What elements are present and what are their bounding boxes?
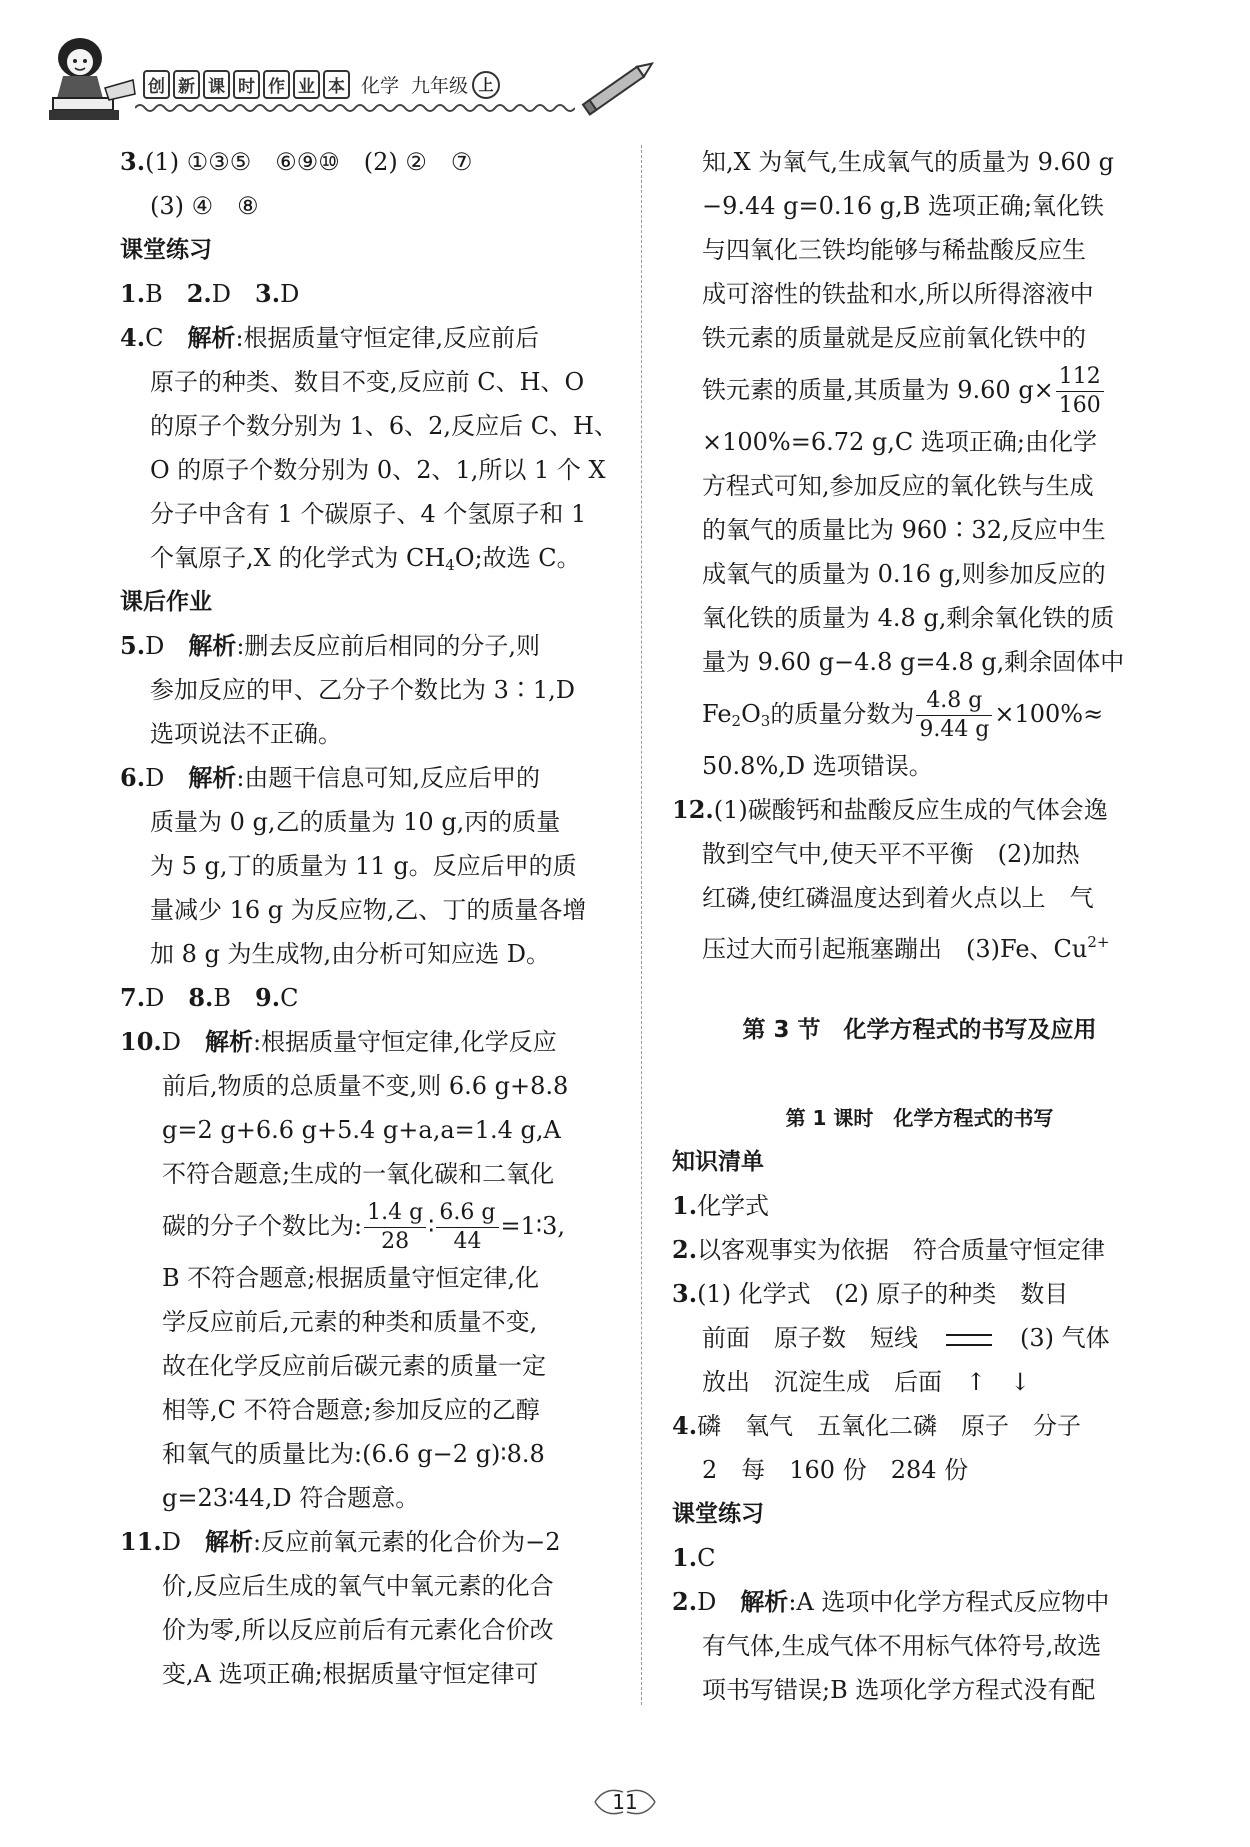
section-title (672, 1140, 1167, 1184)
text-run: C (697, 1544, 716, 1572)
text-line (120, 316, 620, 360)
fraction (436, 1199, 498, 1256)
question-number: 7. (120, 983, 146, 1012)
question-number: 6. (120, 763, 146, 792)
text-run: :由题干信息可知,反应后甲的 (236, 764, 541, 792)
question-number: 2. (672, 1587, 698, 1616)
text-line (672, 360, 1167, 420)
text-run: 项书写错误;B 选项化学方程式没有配 (702, 1676, 1096, 1704)
text-run: 故在化学反应前后碳元素的质量一定 (162, 1352, 546, 1380)
text-line (120, 1388, 620, 1432)
text-run: 第 1 课时 化学方程式的书写 (785, 1106, 1054, 1130)
question-number: 1. (120, 279, 146, 308)
text-run: B (213, 984, 256, 1012)
term-badge: 上 (472, 71, 500, 99)
text-run: 成氧气的质量为 0.16 g,则参加反应的 (702, 560, 1106, 588)
question-number: 3. (120, 147, 146, 176)
text-line (120, 1300, 620, 1344)
text-line (120, 1064, 620, 1108)
title-char: 业 (293, 70, 320, 99)
text-line (120, 1256, 620, 1300)
question-number: 12. (672, 795, 714, 824)
question-number: 8. (188, 983, 214, 1012)
text-run: D (145, 984, 189, 1012)
subject-label: 化学 (361, 75, 400, 97)
section-title (120, 228, 620, 272)
question-number: 9. (255, 983, 281, 1012)
fraction-denominator: 9.44 g (919, 717, 990, 742)
text-line (672, 420, 1167, 464)
text-run: :A 选项中化学方程式反应物中 (788, 1588, 1110, 1616)
text-line (672, 1272, 1167, 1316)
text-line (672, 272, 1167, 316)
text-run: D (145, 764, 189, 792)
question-number: 1. (672, 1543, 698, 1572)
pencil-icon (575, 46, 665, 126)
text-run: 为 5 g,丁的质量为 11 g。反应后甲的质 (150, 852, 577, 880)
text-line (672, 684, 1167, 744)
text-run: 个氧原子,X 的化学式为 CH (150, 544, 446, 572)
fraction-numerator: 6.6 g (436, 1199, 498, 1228)
text-run: Fe (702, 700, 732, 728)
text-run: 课堂练习 (672, 1501, 764, 1527)
text-run: −9.44 g=0.16 g,B 选项正确;氧化铁 (702, 192, 1105, 220)
text-line (120, 184, 620, 228)
text-run: 与四氧化三铁均能够与稀盐酸反应生 (702, 236, 1086, 264)
text-line (672, 640, 1167, 684)
lesson-heading (672, 1096, 1167, 1140)
text-run: 前面 原子数 短线 (702, 1324, 942, 1352)
text-run: 质量为 0 g,乙的质量为 10 g,丙的质量 (150, 808, 561, 836)
text-line (672, 964, 1167, 1008)
text-line (120, 1196, 620, 1256)
text-run: 和氧气的质量比为:(6.6 g−2 g)∶8.8 (162, 1440, 545, 1468)
text-run: 参加反应的甲、乙分子个数比为 3∶1,D (150, 676, 576, 704)
text-line (120, 976, 620, 1020)
text-run: C (145, 324, 188, 352)
text-run: O 的原子个数分别为 0、2、1,所以 1 个 X (150, 456, 606, 484)
text-run: D (161, 1028, 206, 1056)
title-char: 作 (263, 70, 290, 99)
text-run: 磷 氧气 五氧化二磷 原子 分子 (697, 1412, 1082, 1440)
text-run: g=23∶44,D 符合题意。 (162, 1484, 420, 1512)
text-run: C (280, 984, 299, 1012)
text-run: 放出 沉淀生成 后面 ↑ ↓ (702, 1368, 1031, 1396)
text-line (120, 360, 620, 404)
text-line (120, 1152, 620, 1196)
equals-sign-icon (946, 1334, 992, 1346)
text-line (672, 1580, 1167, 1624)
analysis-label: 解析 (740, 1588, 789, 1616)
text-run: 铁元素的质量就是反应前氧化铁中的 (702, 324, 1086, 352)
text-run: 散到空气中,使天平不平衡 (2)加热 (702, 840, 1080, 868)
text-run: ×100%≈ (994, 700, 1104, 728)
subscript: 3 (760, 712, 771, 730)
text-run: :删去反应前后相同的分子,则 (236, 632, 541, 660)
text-run: 课堂练习 (120, 237, 212, 263)
text-run: 成可溶性的铁盐和水,所以所得溶液中 (702, 280, 1094, 308)
text-run: B 不符合题意;根据质量守恒定律,化 (162, 1264, 539, 1292)
text-run: 量减少 16 g 为反应物,乙、丁的质量各增 (150, 896, 587, 924)
analysis-label: 解析 (205, 1028, 254, 1056)
question-number: 5. (120, 631, 146, 660)
text-line (120, 404, 620, 448)
text-run: (3) ④ ⑧ (150, 192, 259, 220)
text-run: 方程式可知,参加反应的氧化铁与生成 (702, 472, 1094, 500)
text-line (120, 844, 620, 888)
page-number: 11 (612, 1790, 638, 1814)
title-char: 时 (233, 70, 260, 99)
text-run: 价为零,所以反应前后有元素化合价改 (162, 1616, 554, 1644)
text-run: 化学式 (697, 1192, 770, 1220)
fraction (916, 687, 992, 744)
text-line (672, 464, 1167, 508)
text-line (672, 788, 1167, 832)
text-run: =1∶3, (500, 1212, 566, 1240)
text-run: 变,A 选项正确;根据质量守恒定律可 (162, 1660, 539, 1688)
text-line (672, 1448, 1167, 1492)
fraction-numerator: 4.8 g (916, 687, 992, 716)
text-line (120, 1520, 620, 1564)
question-number: 3. (672, 1279, 698, 1308)
text-run: 学反应前后,元素的种类和质量不变, (162, 1308, 538, 1336)
text-line (672, 876, 1167, 920)
analysis-label: 解析 (187, 324, 236, 352)
text-line (120, 712, 620, 756)
text-run: g=2 g+6.6 g+5.4 g+a,a=1.4 g,A (162, 1116, 561, 1144)
section-title (672, 1492, 1167, 1536)
book-title (143, 70, 500, 99)
text-line (120, 624, 620, 668)
title-char: 本 (323, 70, 350, 99)
fraction-numerator: 1.4 g (364, 1199, 426, 1228)
text-run: 50.8%,D 选项错误。 (702, 752, 933, 780)
title-char: 创 (143, 70, 170, 99)
text-run: (3) 气体 (996, 1324, 1110, 1352)
text-line (120, 1020, 620, 1064)
text-line (120, 932, 620, 976)
left-column (120, 140, 620, 1696)
text-line (672, 228, 1167, 272)
text-line (120, 1432, 620, 1476)
text-line (672, 596, 1167, 640)
column-divider (641, 145, 642, 1705)
text-line (672, 1404, 1167, 1448)
girl-reading-icon (35, 28, 145, 128)
text-line (120, 800, 620, 844)
text-run: 价,反应后生成的氧气中氧元素的化合 (162, 1572, 554, 1600)
text-run: (1)碳酸钙和盐酸反应生成的气体会逸 (713, 796, 1108, 824)
text-line (672, 1624, 1167, 1668)
text-run: 选项说法不正确。 (150, 720, 342, 748)
fraction-denominator: 160 (1058, 393, 1101, 418)
header-wavy-line (135, 98, 575, 118)
text-run: 第 3 节 化学方程式的书写及应用 (742, 1017, 1097, 1043)
text-run: 不符合题意;生成的一氧化碳和二氧化 (162, 1160, 555, 1188)
text-run: 知,X 为氧气,生成氧气的质量为 9.60 g (702, 148, 1115, 176)
text-line (672, 316, 1167, 360)
text-run: :根据质量守恒定律,化学反应 (253, 1028, 557, 1056)
text-run: O;故选 C。 (454, 544, 581, 572)
text-line (672, 1228, 1167, 1272)
text-line (120, 1564, 620, 1608)
text-line (672, 140, 1167, 184)
text-line (672, 1316, 1167, 1360)
fraction-denominator: 44 (453, 1229, 482, 1254)
text-run: ×100%=6.72 g,C 选项正确;由化学 (702, 428, 1097, 456)
title-char: 新 (173, 70, 200, 99)
text-run: ∶ (428, 1212, 435, 1240)
text-run: D (697, 1588, 741, 1616)
text-run: 2 每 160 份 284 份 (702, 1456, 969, 1484)
text-line (672, 184, 1167, 228)
text-line (120, 1344, 620, 1388)
text-line (120, 1108, 620, 1152)
text-run: 加 8 g 为生成物,由分析可知应选 D。 (150, 940, 551, 968)
text-line (120, 272, 620, 316)
text-line (672, 1360, 1167, 1404)
text-line (672, 744, 1167, 788)
text-run: B (145, 280, 187, 308)
text-run: O (741, 700, 761, 728)
text-line (672, 832, 1167, 876)
analysis-label: 解析 (205, 1528, 254, 1556)
superscript: 2+ (1087, 933, 1110, 951)
text-run: (1) 化学式 (2) 原子的种类 数目 (697, 1280, 1069, 1308)
text-run: D (145, 632, 189, 660)
text-line (672, 1536, 1167, 1580)
text-run: :反应前氧元素的化合价为−2 (253, 1528, 561, 1556)
text-line (120, 140, 620, 184)
subscript: 4 (445, 556, 455, 574)
fraction (1056, 363, 1104, 420)
text-line (672, 508, 1167, 552)
fraction-denominator: 28 (381, 1229, 410, 1254)
text-run: 碳的分子个数比为: (162, 1212, 363, 1240)
text-line (672, 1668, 1167, 1712)
text-run: 相等,C 不符合题意;参加反应的乙醇 (162, 1396, 540, 1424)
section-title (120, 580, 620, 624)
question-number: 3. (255, 279, 281, 308)
text-line (672, 1184, 1167, 1228)
text-run: 的原子个数分别为 1、6、2,反应后 C、H、 (150, 412, 618, 440)
text-line (120, 756, 620, 800)
text-line (672, 552, 1167, 596)
text-line (672, 920, 1167, 964)
text-line (120, 448, 620, 492)
question-number: 4. (672, 1411, 698, 1440)
text-line (672, 1052, 1167, 1096)
text-run: 以客观事实为依据 符合质量守恒定律 (697, 1236, 1106, 1264)
question-number: 1. (672, 1191, 698, 1220)
text-line (120, 668, 620, 712)
analysis-label: 解析 (188, 764, 237, 792)
question-number: 4. (120, 323, 146, 352)
text-run: 知识清单 (672, 1149, 764, 1175)
title-char: 课 (203, 70, 230, 99)
text-run: 铁元素的质量,其质量为 9.60 g× (702, 376, 1054, 404)
text-run: 课后作业 (120, 589, 212, 615)
text-line (120, 492, 620, 536)
question-number: 2. (672, 1235, 698, 1264)
analysis-label: 解析 (188, 632, 237, 660)
text-line (120, 888, 620, 932)
right-column (672, 140, 1167, 1712)
fraction (364, 1199, 426, 1256)
section-heading (672, 1008, 1167, 1052)
text-run: 有气体,生成气体不用标气体符号,故选 (702, 1632, 1102, 1660)
text-run: 的氧气的质量比为 960∶32,反应中生 (702, 516, 1106, 544)
text-run: 氧化铁的质量为 4.8 g,剩余氧化铁的质 (702, 604, 1115, 632)
grade-label: 九年级 (411, 75, 469, 97)
page-header (35, 28, 635, 128)
question-number: 11. (120, 1527, 162, 1556)
text-run: 量为 9.60 g−4.8 g=4.8 g,剩余固体中 (702, 648, 1125, 676)
text-run: 前后,物质的总质量不变,则 6.6 g+8.8 (162, 1072, 569, 1100)
text-run: D (161, 1528, 206, 1556)
question-number: 2. (186, 279, 212, 308)
question-number: 10. (120, 1027, 162, 1056)
text-line (120, 1608, 620, 1652)
text-run: 分子中含有 1 个碳原子、4 个氢原子和 1 (150, 500, 587, 528)
text-run: 原子的种类、数目不变,反应前 C、H、O (150, 368, 585, 396)
text-run: 压过大而引起瓶塞蹦出 (3)Fe、Cu (702, 935, 1088, 963)
text-line (120, 1652, 620, 1696)
text-run: D (211, 280, 256, 308)
subscript: 2 (731, 712, 742, 730)
text-line (120, 1476, 620, 1520)
text-run: :根据质量守恒定律,反应前后 (235, 324, 540, 352)
text-run: D (280, 280, 300, 308)
text-run: 的质量分数为 (770, 700, 915, 728)
text-run: 红磷,使红磷温度达到着火点以上 气 (702, 884, 1094, 912)
fraction-numerator: 112 (1056, 363, 1104, 392)
text-line (120, 536, 620, 580)
text-run: (1) ①③⑤ ⑥⑨⑩ (2) ② ⑦ (145, 148, 473, 176)
